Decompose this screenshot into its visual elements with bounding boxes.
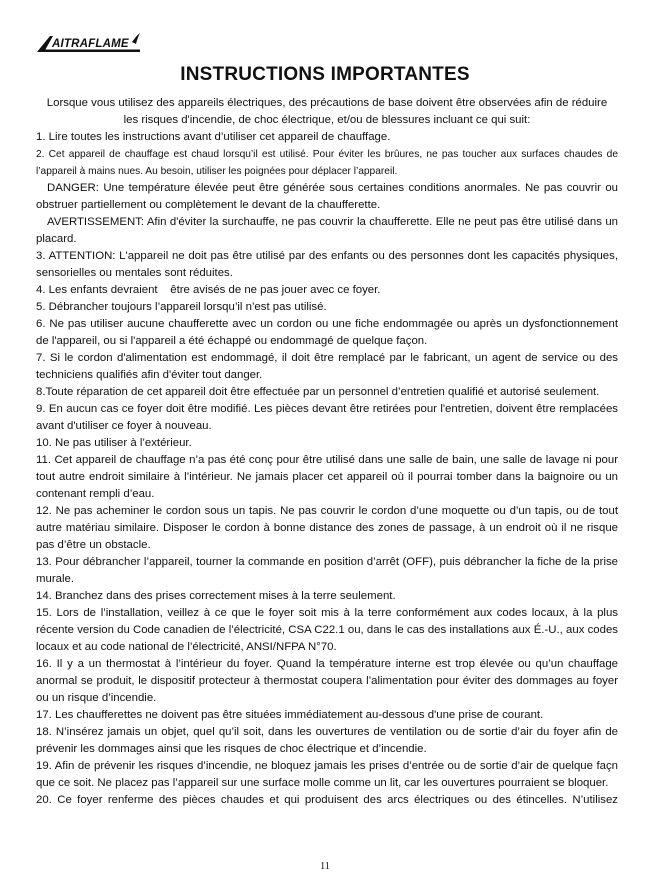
intro-paragraph: Lorsque vous utilisez des appareils électriques, des précautions de base doivent être observées afin de réduire les risques d'incendie, de choc électrique, et/ou de blessures incluant ce qui suit: <box>46 97 608 126</box>
instruction-item-13: 13. Pour débrancher l’appareil, tourner la commande en position d’arrêt (OFF), puis débrancher la fiche de la prise murale. <box>36 556 618 585</box>
instruction-item-3: 3. ATTENTION: L'appareil ne doit pas être utilisé par des enfants ou des personnes dont les capacités physiques, sensorielles ou mentales sont réduites. <box>36 250 618 279</box>
instruction-item-10: 10. Ne pas utiliser à l’extérieur. <box>36 437 192 449</box>
instruction-item-12: 12. Ne pas acheminer le cordon sous un tapis. Ne pas couvrir le cordon d’une moquette ou d’un tapis, ou de tout autre matériau similaire. Disposer le cordon à bonne distance des zones de passage, à un endroit où il ne risque pas d’être un obstacle. <box>36 505 618 551</box>
instruction-item-16: 16. Il y a un thermostat à l’intérieur du foyer. Quand la température interne est trop élevée ou qu’un chauffage anormal se produit, le dispositif protecteur à thermostat coupera l’alimentation pour éviter des dommages au foyer ou un risque d’incendie. <box>36 658 618 704</box>
instruction-item-19: 19. Afin de prévenir les risques d’incendie, ne bloquez jamais les prises d’entrée ou de sortie d’air de quelque façn que ce soit. Ne placez pas l’appareil sur une surface molle comme un lit, car les ouvertures pourraient se bloquer. <box>36 760 618 789</box>
logo-text: AITRAFLAME <box>52 38 129 50</box>
instruction-item-6: 6. Ne pas utiliser aucune chaufferette avec un cordon ou une fiche endommagée ou après un dysfonctionnement de l'appareil, ou si l'appareil a été échappé ou endommagé de quelque façon. <box>36 318 618 347</box>
instruction-item-20: 20. Ce foyer renferme des pièces chaudes et qui produisent des arcs électriques ou des étincelles. N’utilisez <box>36 794 618 806</box>
warning-notice: AVERTISSEMENT: Afin d'éviter la surchauffe, ne pas couvrir la chaufferette. Elle ne peut pas être utilisé dans un placard. <box>36 216 618 245</box>
instruction-item-8: 8.Toute réparation de cet appareil doit être effectuée par un personnel d’entretien qualifié et autorisé seulement. <box>36 386 600 398</box>
instruction-item-11: 11. Cet appareil de chauffage n’a pas été conç pour être utilisé dans une salle de bain, une salle de lavage ni pour tout autre endroit similaire à l’intérieur. Ne jamais placer cet appareil où il pourrai tomber dans la baignoire ou un contenant rempli d’eau. <box>36 454 618 500</box>
instruction-item-9: 9. En aucun cas ce foyer doit être modifié. Les pièces devant être retirées pour l'entretien, doivent être remplacées avant d'utiliser ce foyer à nouveau. <box>36 403 618 432</box>
instruction-item-7: 7. Si le cordon d'alimentation est endommagé, il doit être remplacé par le fabricant, un agent de service ou des techniciens qualifiés afin d'éviter tout danger. <box>36 352 618 381</box>
danger-notice: DANGER: Une température élevée peut être générée sous certaines conditions anormales. Ne pas couvrir ou obstruer partiellement ou complètement le devant de la chaufferette. <box>36 182 618 211</box>
instruction-item-14: 14. Branchez dans des prises correctement mises à la terre seulement. <box>36 590 396 602</box>
page-title: INSTRUCTIONS IMPORTANTES <box>180 64 470 85</box>
instruction-item-4: 4. Les enfants devraient être avisés de ne pas jouer avec ce foyer. <box>36 284 381 296</box>
instruction-item-18: 18. N’insérez jamais un objet, quel qu’il soit, dans les ouvertures de ventilation ou de sortie d’air du foyer afin de prévenir les dommages ainsi que les risques de choc électrique et d’incendie. <box>36 726 618 755</box>
instruction-item-15: 15. Lors de l’installation, veillez à ce que le foyer soit mis à la terre conformément aux codes locaux, à la plus récente version du Code canadien de l’électricité, CSA C22.1 ou, dans le cas des installations aux É.-U., aux codes locaux et au code national de l’électricité, ANSI/NFPA N°70. <box>36 607 618 653</box>
instruction-item-1: 1. Lire toutes les instructions avant d’utiliser cet appareil de chauffage. <box>36 131 391 143</box>
instructions-body <box>36 95 618 809</box>
instruction-item-2: 2. Cet appareil de chauffage est chaud lorsqu’il est utilisé. Pour éviter les brûures, ne pas toucher aux surfaces chaudes de l’appareil à mains nues. Au besoin, utiliser les poignées pour déplacer l’appareil. <box>36 149 618 177</box>
instruction-item-5: 5. Débrancher toujours l’appareil lorsqu’il n’est pas utilisé. <box>36 301 327 313</box>
instruction-item-17: 17. Les chaufferettes ne doivent pas être situées immédiatement au-dessous d'une prise de courant. <box>36 709 544 721</box>
brand-logo <box>36 32 142 54</box>
page-number: 11 <box>320 861 330 872</box>
